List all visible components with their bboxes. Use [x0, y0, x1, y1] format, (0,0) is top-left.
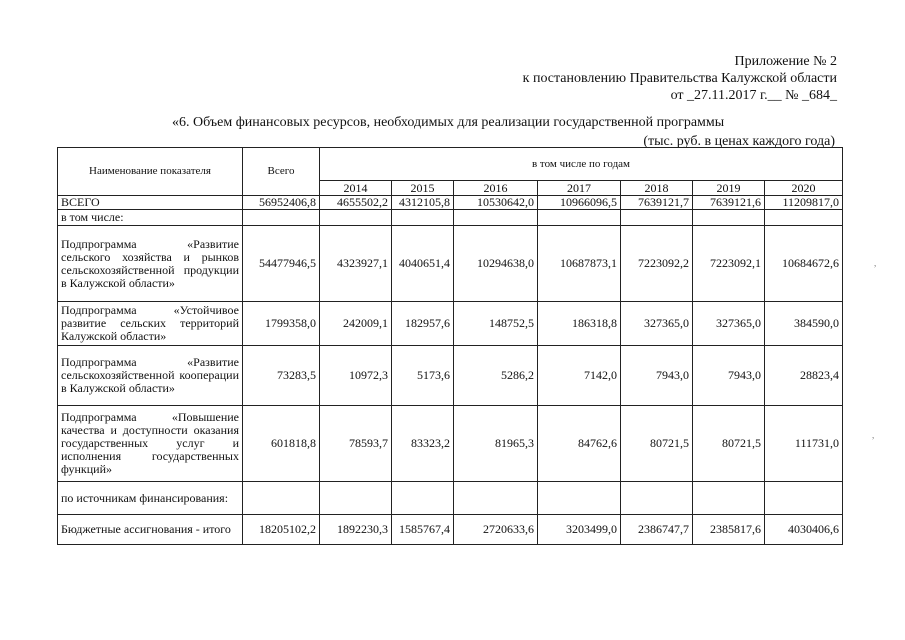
value-cell-2017: 10687873,1	[538, 226, 621, 302]
value-cell-2017: 7142,0	[538, 346, 621, 406]
table-row	[58, 515, 843, 545]
row-label: Подпрограмма «Развитие сельского хозяйства и рынков сельскохозяйственной продукции в Калужской области»	[58, 226, 243, 302]
table-header	[58, 148, 843, 196]
value-cell-2016: 2720633,6	[454, 515, 538, 545]
value-cell-2017: 84762,6	[538, 406, 621, 482]
year-header-2014: 2014	[320, 181, 392, 196]
value-cell-2014	[320, 210, 392, 226]
units-note: (тыс. руб. в ценах каждого года)	[643, 134, 835, 149]
row-total-cell	[243, 482, 320, 515]
value-cell-2016: 5286,2	[454, 346, 538, 406]
value-cell-2015	[392, 482, 454, 515]
value-cell-2019: 327365,0	[693, 302, 765, 346]
table-row	[58, 210, 843, 226]
row-label: в том числе:	[58, 210, 243, 226]
table-row	[58, 196, 843, 210]
value-cell-2017: 3203499,0	[538, 515, 621, 545]
value-cell-2018: 2386747,7	[621, 515, 693, 545]
value-cell-2017: 10966096,5	[538, 196, 621, 210]
row-total-cell: 18205102,2	[243, 515, 320, 545]
value-cell-2016: 10294638,0	[454, 226, 538, 302]
year-header-2016: 2016	[454, 181, 538, 196]
appendix-number: Приложение № 2	[734, 54, 837, 69]
value-cell-2015: 1585767,4	[392, 515, 454, 545]
value-cell-2020	[765, 210, 843, 226]
column-header-name: Наименование показателя	[58, 148, 243, 196]
row-label: по источникам финансирования:	[58, 482, 243, 515]
scan-edge-mark: ,	[872, 430, 875, 440]
row-total-cell	[243, 210, 320, 226]
value-cell-2018	[621, 482, 693, 515]
appendix-header	[523, 53, 837, 104]
scan-edge-mark: ,	[874, 258, 877, 268]
value-cell-2015: 5173,6	[392, 346, 454, 406]
value-cell-2016: 148752,5	[454, 302, 538, 346]
value-cell-2015: 182957,6	[392, 302, 454, 346]
value-cell-2016	[454, 482, 538, 515]
value-cell-2019	[693, 482, 765, 515]
table-body	[58, 196, 843, 545]
value-cell-2016: 81965,3	[454, 406, 538, 482]
value-cell-2014	[320, 482, 392, 515]
column-header-total: Всего	[243, 148, 320, 196]
row-total-cell: 54477946,5	[243, 226, 320, 302]
table-row	[58, 406, 843, 482]
value-cell-2020: 4030406,6	[765, 515, 843, 545]
row-total-cell: 56952406,8	[243, 196, 320, 210]
row-label: Подпрограмма «Повышение качества и доступности оказания государственных услуг и исполнения государственных функций»	[58, 406, 243, 482]
year-header-2020: 2020	[765, 181, 843, 196]
value-cell-2020: 111731,0	[765, 406, 843, 482]
year-header-2017: 2017	[538, 181, 621, 196]
value-cell-2018	[621, 210, 693, 226]
value-cell-2019: 7223092,1	[693, 226, 765, 302]
value-cell-2018: 7639121,7	[621, 196, 693, 210]
row-label: Подпрограмма «Развитие сельскохозяйственной кооперации в Калужской области»	[58, 346, 243, 406]
value-cell-2019: 7943,0	[693, 346, 765, 406]
value-cell-2020: 28823,4	[765, 346, 843, 406]
year-header-2019: 2019	[693, 181, 765, 196]
financing-table	[57, 147, 843, 545]
value-cell-2014: 242009,1	[320, 302, 392, 346]
value-cell-2018: 7943,0	[621, 346, 693, 406]
row-label: Подпрограмма «Устойчивое развитие сельских территорий Калужской области»	[58, 302, 243, 346]
value-cell-2018: 327365,0	[621, 302, 693, 346]
table-row	[58, 482, 843, 515]
value-cell-2017	[538, 210, 621, 226]
value-cell-2016: 10530642,0	[454, 196, 538, 210]
value-cell-2017: 186318,8	[538, 302, 621, 346]
value-cell-2017	[538, 482, 621, 515]
resolution-date-number: от _27.11.2017 г.__ № _684_	[670, 88, 837, 103]
value-cell-2018: 80721,5	[621, 406, 693, 482]
row-label: ВСЕГО	[58, 196, 243, 210]
value-cell-2020	[765, 482, 843, 515]
value-cell-2018: 7223092,2	[621, 226, 693, 302]
row-label: Бюджетные ассигнования - итого	[58, 515, 243, 545]
value-cell-2014: 1892230,3	[320, 515, 392, 545]
value-cell-2015: 4040651,4	[392, 226, 454, 302]
value-cell-2019: 80721,5	[693, 406, 765, 482]
table-row	[58, 302, 843, 346]
resolution-reference: к постановлению Правительства Калужской области	[522, 71, 837, 86]
value-cell-2020: 384590,0	[765, 302, 843, 346]
year-header-2015: 2015	[392, 181, 454, 196]
value-cell-2015	[392, 210, 454, 226]
value-cell-2014: 78593,7	[320, 406, 392, 482]
row-total-cell: 73283,5	[243, 346, 320, 406]
value-cell-2014: 4323927,1	[320, 226, 392, 302]
table-row	[58, 346, 843, 406]
value-cell-2015: 83323,2	[392, 406, 454, 482]
table-row	[58, 226, 843, 302]
value-cell-2019: 7639121,6	[693, 196, 765, 210]
value-cell-2019: 2385817,6	[693, 515, 765, 545]
value-cell-2014: 4655502,2	[320, 196, 392, 210]
value-cell-2019	[693, 210, 765, 226]
value-cell-2020: 11209817,0	[765, 196, 843, 210]
value-cell-2015: 4312105,8	[392, 196, 454, 210]
row-total-cell: 601818,8	[243, 406, 320, 482]
section-title: «6. Объем финансовых ресурсов, необходимых для реализации государственной программы	[172, 115, 725, 130]
value-cell-2020: 10684672,6	[765, 226, 843, 302]
value-cell-2016	[454, 210, 538, 226]
year-header-2018: 2018	[621, 181, 693, 196]
row-total-cell: 1799358,0	[243, 302, 320, 346]
column-header-years-group: в том числе по годам	[320, 148, 843, 181]
value-cell-2014: 10972,3	[320, 346, 392, 406]
